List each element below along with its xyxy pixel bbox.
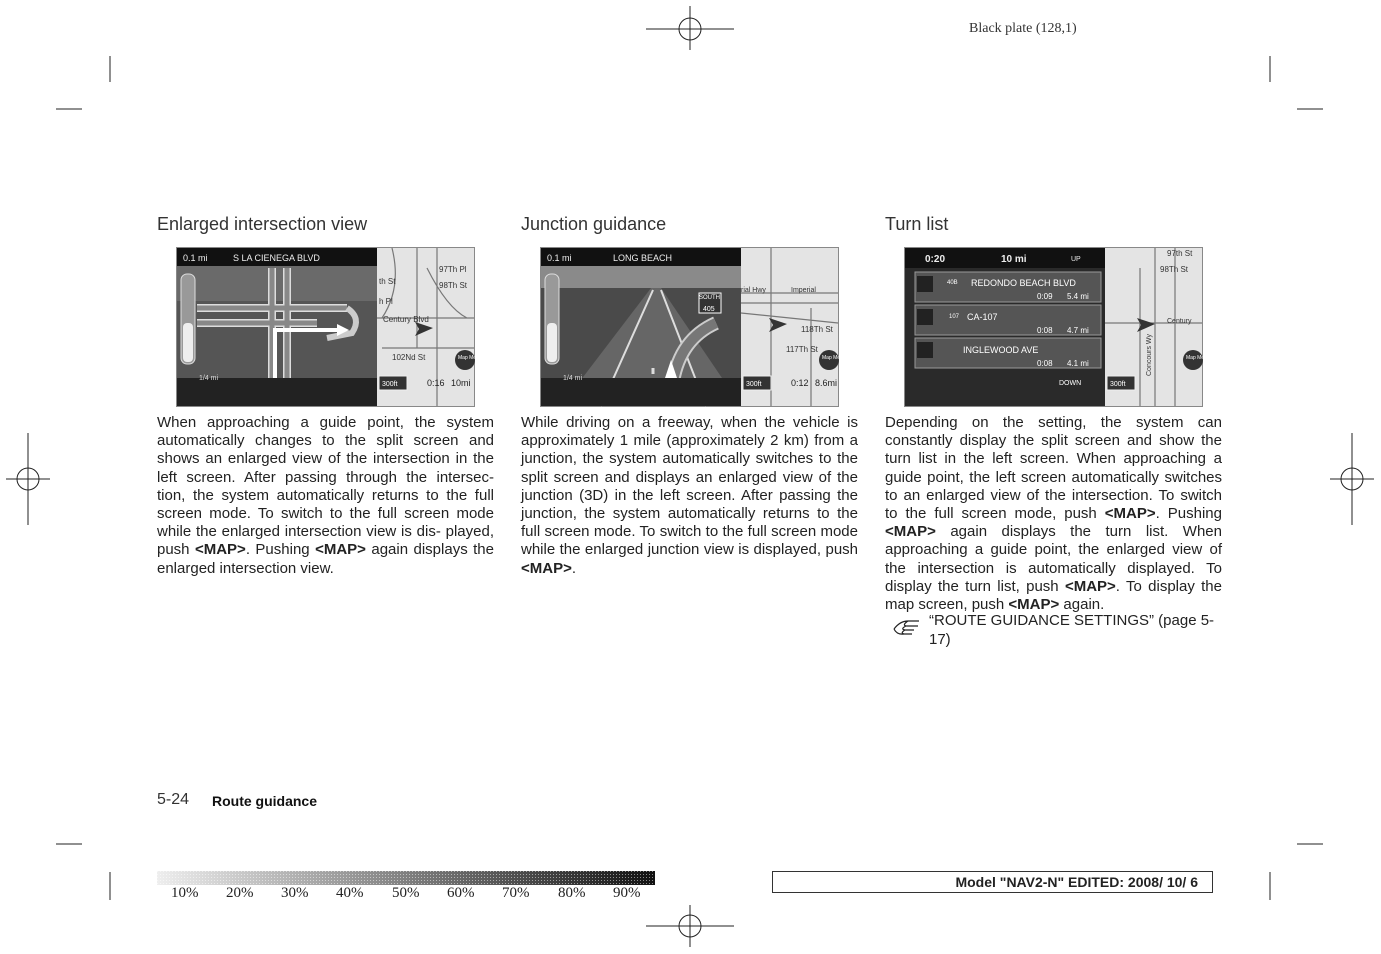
svg-text:Map Menu: Map Menu: [458, 355, 482, 361]
reference-text: “ROUTE GUIDANCE SETTINGS” (page 5-17): [929, 612, 1215, 648]
svg-text:h Pl: h Pl: [379, 297, 393, 306]
svg-text:40B: 40B: [947, 280, 958, 286]
percent-label: 10%: [171, 885, 199, 901]
svg-text:rial Hwy: rial Hwy: [741, 287, 766, 294]
svg-text:10mi: 10mi: [451, 378, 471, 388]
svg-text:97Th Pl: 97Th Pl: [439, 265, 467, 274]
percent-label: 20%: [226, 885, 254, 901]
svg-text:4.7 mi: 4.7 mi: [1067, 326, 1089, 335]
heading-enlarged-intersection: Enlarged intersection view: [157, 214, 368, 234]
svg-text:300ft: 300ft: [382, 381, 398, 388]
svg-text:0:09: 0:09: [1037, 292, 1053, 301]
svg-text:117Th St: 117Th St: [786, 345, 818, 354]
svg-text:0:08: 0:08: [1037, 359, 1053, 368]
svg-text:300ft: 300ft: [746, 381, 762, 388]
svg-text:INGLEWOOD AVE: INGLEWOOD AVE: [963, 345, 1039, 355]
svg-text:0:16: 0:16: [427, 378, 445, 388]
svg-text:Map Menu: Map Menu: [1186, 355, 1210, 361]
svg-text:Concours Wy: Concours Wy: [1146, 334, 1153, 376]
svg-text:Century Blvd: Century Blvd: [383, 315, 429, 324]
screen-scale: 1/4 mi: [199, 375, 219, 382]
svg-text:Map Menu: Map Menu: [822, 355, 846, 361]
svg-text:107: 107: [949, 314, 960, 320]
svg-text:SOUTH: SOUTH: [699, 295, 720, 301]
svg-text:98Th St: 98Th St: [439, 281, 468, 290]
paragraph-turn-list: Depending on the setting, the system can constantly display the split screen and show the turn list in the left screen. When approaching a guide point, the left screen automatically switches to an enlarged view of the intersection. To switch to the full screen mode, push <MAP>. Pushing <MAP> again displays the turn list. When approaching a guide point, the enlarged view of the intersection is automatically displayed. To display the turn list, push <MAP>. To display the map screen, push <MAP> again.: [885, 414, 1222, 614]
plate-label: Black plate (128,1): [969, 21, 1077, 36]
svg-text:405: 405: [703, 306, 715, 313]
model-edited-line: Model "NAV2-N" EDITED: 2008/ 10/ 6: [772, 871, 1213, 893]
svg-text:0:12: 0:12: [791, 378, 809, 388]
paragraph-junction-guidance: While driving on a freeway, when the vehicle is approximately 1 mile (approximately 2 km) from a junction, the system automatically switches to the split screen and displays an enlarged view of the junction (3D) in the left screen. After passing the junction, the system automatically returns to the full screen mode. To switch to the full screen mode while the enlarged junction view is displayed, push <MAP>.: [521, 414, 858, 577]
screen-junction-guidance: [540, 247, 846, 407]
svg-text:UP: UP: [1071, 256, 1081, 263]
svg-text:8.6mi: 8.6mi: [815, 378, 838, 388]
percent-label: 80%: [558, 885, 586, 901]
percent-label: 60%: [447, 885, 475, 901]
section-title: Route guidance: [212, 793, 318, 809]
svg-text:97th St: 97th St: [1167, 249, 1193, 258]
svg-text:5.4 mi: 5.4 mi: [1067, 292, 1089, 301]
svg-text:0:20: 0:20: [925, 254, 946, 265]
heading-turn-list: Turn list: [885, 214, 949, 234]
screen-enlarged-intersection: [176, 247, 482, 407]
svg-text:1/4 mi: 1/4 mi: [563, 375, 583, 382]
paragraph-enlarged-intersection: When approaching a guide point, the system automatically changes to the split screen and shows an enlarged view of the intersection in the left screen. After passing through the intersec- tion, the system automatically returns to the full screen mode. To switch to the full screen mode while the enlarged intersection view is dis- played, push <MAP>. Pushing <MAP> again displays the enlarged intersection view.: [157, 414, 494, 577]
reference-hand-icon: [892, 617, 922, 637]
svg-text:th St: th St: [379, 277, 396, 286]
page-number: 5-24: [157, 791, 190, 808]
grayscale-bar: [157, 871, 655, 885]
svg-text:10 mi: 10 mi: [1001, 254, 1027, 265]
screen-distance: 0.1 mi: [183, 253, 208, 263]
svg-text:DOWN: DOWN: [1059, 380, 1082, 387]
percent-label: 50%: [392, 885, 420, 901]
svg-text:Imperial: Imperial: [791, 287, 816, 294]
svg-text:300ft: 300ft: [1110, 381, 1126, 388]
svg-text:102Nd St: 102Nd St: [392, 353, 426, 362]
percent-label: 70%: [502, 885, 530, 901]
percent-label: 40%: [336, 885, 364, 901]
svg-text:4.1 mi: 4.1 mi: [1067, 359, 1089, 368]
svg-text:0.1 mi: 0.1 mi: [547, 253, 572, 263]
percent-label: 90%: [613, 885, 641, 901]
svg-text:REDONDO BEACH BLVD: REDONDO BEACH BLVD: [971, 278, 1076, 288]
svg-text:98Th St: 98Th St: [1160, 265, 1189, 274]
screen-turn-list: [904, 247, 1210, 407]
svg-text:LONG BEACH: LONG BEACH: [613, 253, 673, 263]
svg-text:118Th St: 118Th St: [801, 325, 833, 334]
svg-text:0:08: 0:08: [1037, 326, 1053, 335]
svg-text:CA-107: CA-107: [967, 312, 998, 322]
svg-text:Century: Century: [1167, 318, 1192, 325]
screen-street: S LA CIENEGA BLVD: [233, 253, 320, 263]
heading-junction-guidance: Junction guidance: [521, 214, 667, 234]
percent-label: 30%: [281, 885, 309, 901]
